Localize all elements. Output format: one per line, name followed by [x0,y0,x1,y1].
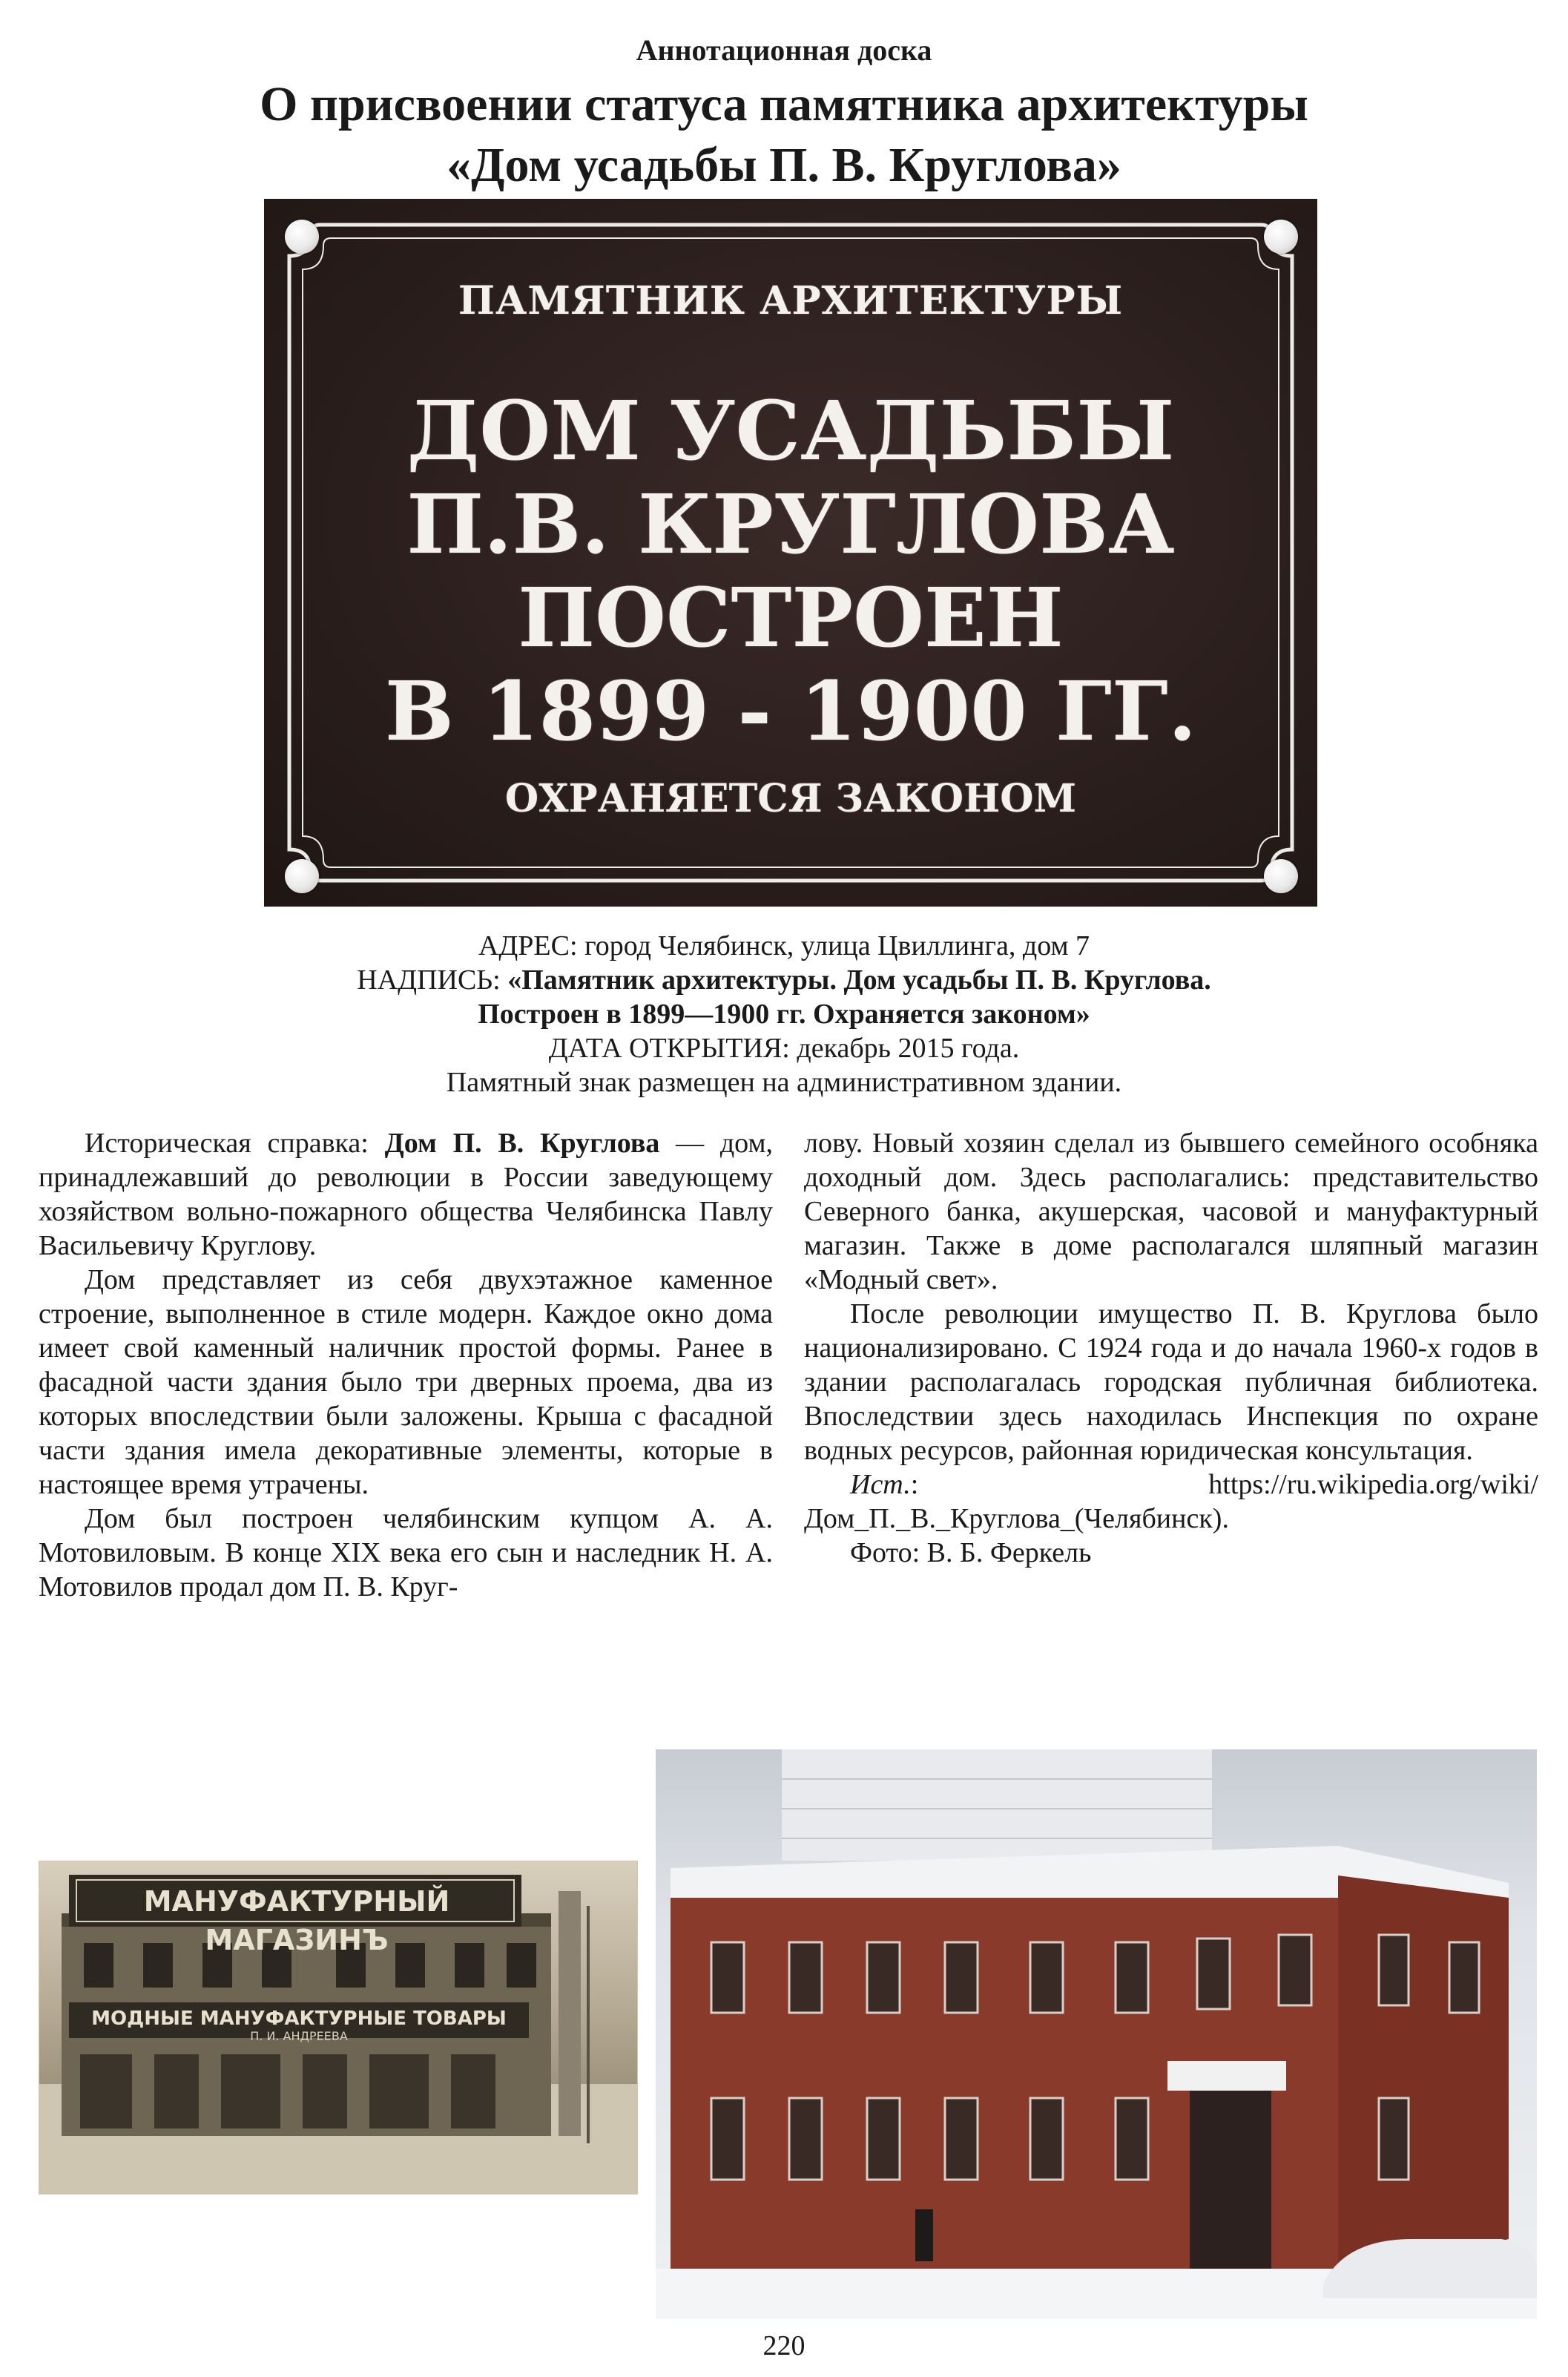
plaque-bottom-line: ОХРАНЯЕТСЯ ЗАКОНОМ [504,776,1077,821]
plaque-line-1: ДОМ УСАДЬБЫ [406,383,1175,479]
date-label: ДАТА ОТКРЫТИЯ: [548,1033,790,1064]
history-bold: Дом П. В. Круглова [384,1128,660,1159]
screw-bottom-left [285,859,319,893]
screw-bottom-right [1264,859,1298,893]
inscription-line-2 [0,997,1568,1031]
plaque-line-2: П.В. КРУГЛОВА [406,476,1175,572]
screw-top-left [285,220,319,254]
section-kicker: Аннотационная доска [636,33,932,67]
photo-credit: Фото: В. Б. Феркель [850,1537,1092,1568]
source-label: Ист. [850,1469,911,1500]
address-value: город Челябинск, улица Цвиллинга, дом 7 [577,930,1090,961]
paragraph-history [39,1126,773,1263]
screw-top-right [1264,220,1298,254]
inscription-label: НАДПИСЬ: [357,964,508,996]
caption-block [0,929,1568,1099]
old-sign-small: П. И. АНДРЕЕВА [250,2029,348,2043]
inscription-text-2: Построен в 1899—1900 гг. Охраняется законом» [478,999,1090,1030]
paragraph-after-revolution: После революции имущество П. В. Круглова было национализировано. С 1924 года и до начала 1960-х годов в здании располагалась городская публичная библиотека. Впоследствии здесь находилась Инспекция по охране водных ресурсов, районная юридическая консультация. [804,1298,1538,1466]
title-line-1: О присвоении статуса памятника архитектуры [260,77,1308,131]
history-lead: Историческая справка: [85,1128,385,1159]
plaque-line-3: ПОСТРОЕН [518,570,1064,665]
right-column [804,1126,1538,1570]
title-line-2: «Дом усадьбы П. В. Круглова» [447,138,1121,192]
page-title [0,74,1568,196]
placement-line: Памятный знак размещен на административном здании. [446,1067,1122,1098]
modern-building-illustration [656,1749,1537,2319]
paragraph-builder: Дом был построен челябинским купцом А. А. Мотовиловым. В конце XIX века его сын и наследник Н. А. Мотовилов продал дом П. В. Круг- [39,1503,773,1602]
paragraph-new-owner: лову. Новый хозяин сделал из бывшего семейного особняка доходный дом. Здесь располагались: представительство Северного банка, акушерская, часовой и мануфактурный магазин. Также в доме располагался шляпный магазин «Модный свет». [804,1128,1538,1295]
date-line [0,1031,1568,1065]
left-column [39,1126,773,1604]
source-url: : https://ru.wikipedia.org/wiki/Дом_П._В._Круглова_(Челябинск). [804,1469,1538,1534]
old-sign-top: МАНУФАКТУРНЫЙ МАГАЗИНЪ [143,1885,450,1956]
history-rest: — дом, принадлежавший до революции в России заведующему хозяйством вольно-пожарного общества Челябинска Павлу Васильевичу Круглову. [39,1128,773,1261]
historical-photo [39,1861,638,2194]
address-line [0,929,1568,963]
inscription-line-1 [0,963,1568,997]
source-line [804,1467,1538,1536]
inscription-text-1: «Памятник архитектуры. Дом усадьбы П. В. Круглова. [507,964,1211,996]
old-sign-middle: МОДНЫЕ МАНУФАКТУРНЫЕ ТОВАРЫ [91,2008,507,2030]
plaque-line-4: В 1899 - 1900 ГГ. [384,663,1197,759]
plaque-top-line: ПАМЯТНИК АРХИТЕКТУРЫ [458,278,1124,323]
page-number: 220 [762,2330,806,2361]
paragraph-description: Дом представляет из себя двухэтажное каменное строение, выполненное в стиле модерн. Каждое окно дома имеет свой каменный наличник простой формы. Ранее в фасадной части здания было три дверных проема, два из которых впоследствии были заложены. Крыша с фасадной части здания имела декоративные элементы, которые в настоящее время утрачены. [39,1264,773,1500]
address-label: АДРЕС: [478,930,578,961]
date-value: декабрь 2015 года. [789,1033,1020,1064]
plaque-main-text [264,384,1317,758]
modern-building-photo [656,1749,1537,2319]
